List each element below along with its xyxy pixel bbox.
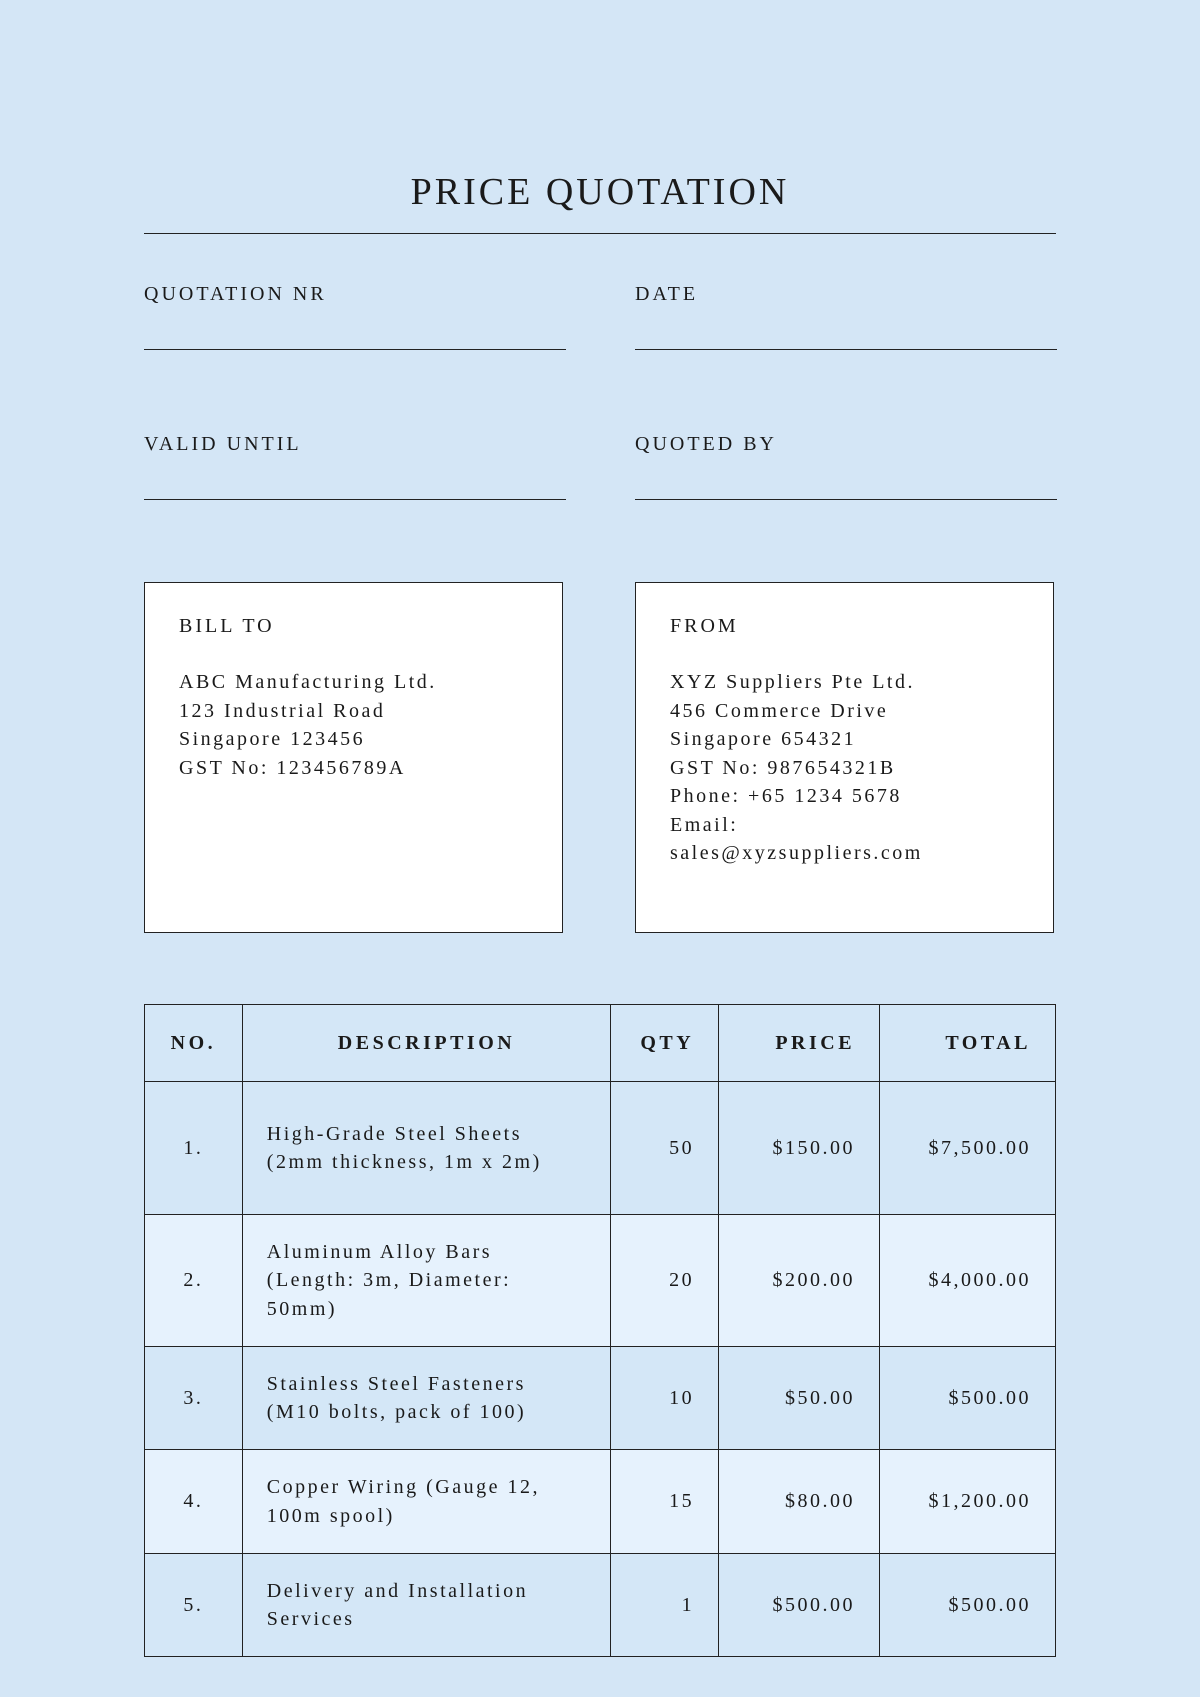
row-price: $50.00	[719, 1347, 880, 1450]
row-number: 1.	[145, 1082, 243, 1215]
row-description: Stainless Steel Fasteners (M10 bolts, pack of 100)	[242, 1347, 610, 1450]
bill-to-line: GST No: 123456789A	[179, 756, 406, 779]
title-divider	[144, 233, 1056, 234]
row-qty: 15	[611, 1450, 719, 1554]
table-row	[145, 1215, 1056, 1347]
from-email[interactable]: sales@xyzsuppliers.com	[670, 842, 923, 864]
row-total: $1,200.00	[880, 1450, 1056, 1554]
row-price: $500.00	[719, 1554, 880, 1657]
from-box	[635, 582, 1054, 933]
row-total: $500.00	[880, 1347, 1056, 1450]
from-line: Email:	[670, 813, 739, 836]
from-line: Singapore 654321	[670, 728, 857, 750]
bill-to-box	[144, 582, 563, 933]
table-row	[145, 1554, 1056, 1657]
from-line: Phone: +65 1234 5678	[670, 785, 902, 807]
row-total: $500.00	[880, 1554, 1056, 1657]
row-description: Delivery and Installation Services	[242, 1554, 610, 1657]
from-line: 456 Commerce Drive	[670, 699, 889, 722]
row-price: $80.00	[719, 1450, 880, 1554]
quotation-nr-input-line[interactable]	[144, 349, 566, 350]
bill-to-line: ABC Manufacturing Ltd.	[179, 671, 437, 693]
quotation-nr-label: QUOTATION NR	[144, 283, 327, 305]
from-line: GST No: 987654321B	[670, 756, 896, 779]
quoted-by-field[interactable]	[635, 433, 1057, 456]
row-total: $4,000.00	[880, 1215, 1056, 1347]
bill-to-line: 123 Industrial Road	[179, 699, 386, 722]
row-qty: 1	[611, 1554, 719, 1657]
table-row	[145, 1082, 1056, 1215]
date-field[interactable]	[635, 283, 1057, 306]
row-qty: 10	[611, 1347, 719, 1450]
table-row	[145, 1450, 1056, 1554]
row-description: High-Grade Steel Sheets (2mm thickness, 1m x 2m)	[242, 1082, 610, 1215]
row-number: 2.	[145, 1215, 243, 1347]
quotation-nr-field[interactable]	[144, 283, 566, 306]
date-label: DATE	[635, 283, 699, 305]
valid-until-field[interactable]	[144, 433, 566, 456]
row-qty: 20	[611, 1215, 719, 1347]
row-number: 4.	[145, 1450, 243, 1554]
row-description: Copper Wiring (Gauge 12, 100m spool)	[242, 1450, 610, 1554]
quoted-by-label: QUOTED BY	[635, 433, 777, 455]
bill-to-line: Singapore 123456	[179, 728, 366, 750]
from-label: FROM	[670, 615, 739, 637]
valid-until-input-line[interactable]	[144, 499, 566, 500]
table-row	[145, 1347, 1056, 1450]
header-total: TOTAL	[880, 1005, 1056, 1082]
row-price: $200.00	[719, 1215, 880, 1347]
valid-until-label: VALID UNTIL	[144, 433, 302, 455]
from-line: XYZ Suppliers Pte Ltd.	[670, 671, 915, 693]
header-price: PRICE	[719, 1005, 880, 1082]
header-qty: QTY	[611, 1005, 719, 1082]
date-input-line[interactable]	[635, 349, 1057, 350]
page-title: PRICE QUOTATION	[410, 171, 790, 213]
items-table	[144, 1004, 1056, 1657]
row-number: 5.	[145, 1554, 243, 1657]
row-qty: 50	[611, 1082, 719, 1215]
header-description: DESCRIPTION	[242, 1005, 610, 1082]
row-total: $7,500.00	[880, 1082, 1056, 1215]
bill-to-label: BILL TO	[179, 615, 275, 637]
row-number: 3.	[145, 1347, 243, 1450]
row-description: Aluminum Alloy Bars (Length: 3m, Diameter: 50mm)	[242, 1215, 610, 1347]
row-price: $150.00	[719, 1082, 880, 1215]
quoted-by-input-line[interactable]	[635, 499, 1057, 500]
header-no: NO.	[145, 1005, 243, 1082]
